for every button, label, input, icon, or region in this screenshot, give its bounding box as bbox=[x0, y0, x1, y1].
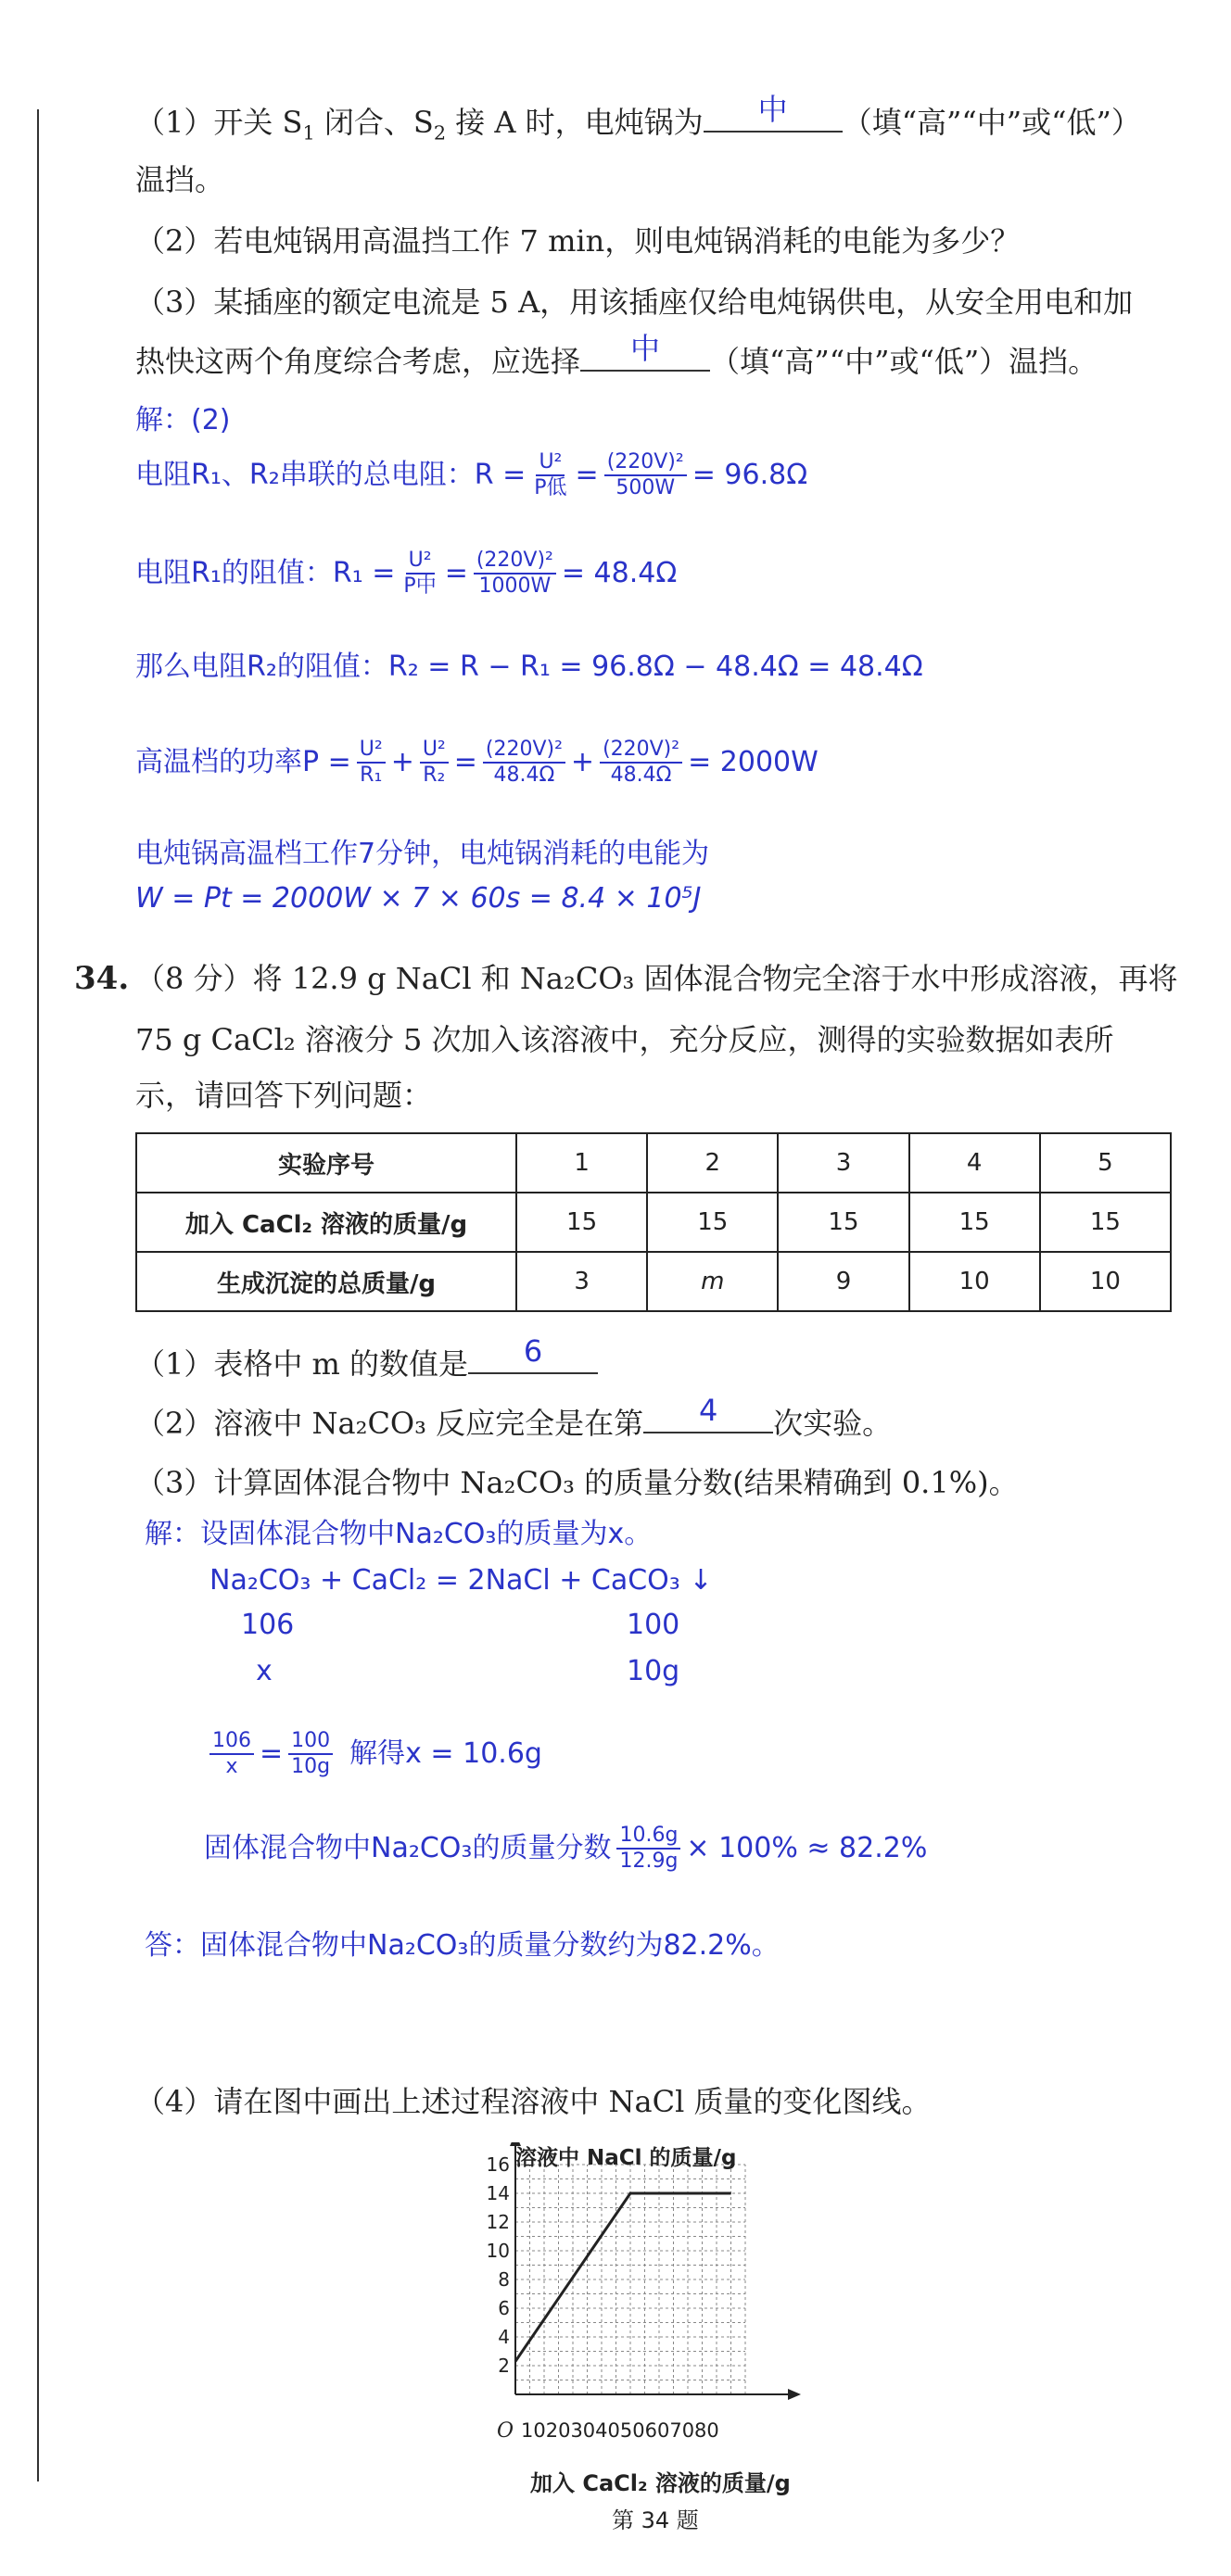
q34-line1: （8 分）将 12.9 g NaCl 和 Na₂CO₃ 固体混合物完全溶于水中形成溶液，再将 bbox=[135, 961, 1178, 996]
y-tick-label: 4 bbox=[498, 2326, 510, 2348]
q33-line5: 热快这两个角度综合考虑，应选择 中 （填“高”“中”或“低”）温挡。 bbox=[135, 331, 1098, 379]
data-table bbox=[135, 1132, 1172, 1312]
page-margin-line bbox=[37, 109, 39, 2481]
y-tick-label: 2 bbox=[498, 2355, 510, 2377]
x-axis-arrow bbox=[788, 2389, 801, 2400]
y-tick-label: 6 bbox=[498, 2297, 510, 2319]
q33-line2: 温挡。 bbox=[135, 162, 225, 197]
table-row: 实验序号 1 2 3 4 5 bbox=[136, 1133, 1171, 1193]
q34-line2: 75 g CaCl₂ 溶液分 5 次加入该溶液中，充分反应，测得的实验数据如表所 bbox=[135, 1022, 1114, 1057]
nacl-line bbox=[515, 2193, 731, 2361]
answer-blank-1: 中 bbox=[704, 95, 843, 133]
figure-caption: 第 34 题 bbox=[612, 2507, 699, 2533]
y-tick-label: 10 bbox=[486, 2240, 510, 2262]
q34-line3: 示，请回答下列问题： bbox=[135, 1078, 433, 1113]
q34-sub1: （1）表格中 m 的数值是 6 bbox=[135, 1345, 598, 1387]
chart-y-label: 溶液中 NaCl 的质量/g bbox=[515, 2146, 737, 2170]
q33-line4: （3）某插座的额定电流是 5 A，用该插座仅给电炖锅供电，从安全用电和加 bbox=[135, 284, 1134, 320]
q34-sub4: （4）请在图中画出上述过程溶液中 NaCl 质量的变化图线。 bbox=[135, 2084, 932, 2119]
q34-ratio-x: x bbox=[256, 1655, 273, 1687]
q33-step6: W = Pt = 2000W × 7 × 60s = 8.4 × 10⁵J bbox=[135, 882, 702, 915]
chart-axes bbox=[510, 2142, 801, 2400]
chart-x-label: 加入 CaCl₂ 溶液的质量/g bbox=[530, 2470, 791, 2496]
q34-sub2: （2）溶液中 Na₂CO₃ 反应完全是在第 4 次实验。 bbox=[135, 1393, 893, 1441]
q33-step4: 高温档的功率P = $\frac{\text{U²}}{\text{R₁}}$ + $\frac{\text{U²}}{\text{R₂}}$ = $\frac{\text{(220V)²}}{48.4\Omega}$ + $\frac{\text{(220V)²}}{48.4\Omega}$ = 2000W bbox=[135, 738, 819, 787]
q33-line3: （2）若电炖锅用高温挡工作 7 min，则电炖锅消耗的电能为多少？ bbox=[135, 223, 1021, 259]
nacl-mass-chart bbox=[473, 2142, 955, 2457]
q34-answer: 答：固体混合物中Na₂CO₃的质量分数约为82.2%。 bbox=[145, 1929, 780, 1962]
y-tick-label: 16 bbox=[486, 2153, 510, 2176]
q34-number: 34. bbox=[74, 960, 130, 997]
q34-ratio-10g: 10g bbox=[627, 1655, 680, 1687]
table-row: 生成沉淀的总质量/g 3 m 9 10 10 bbox=[136, 1252, 1171, 1311]
chart-x-tick-labels: 1020304050607080 bbox=[521, 2419, 719, 2442]
q34-ratio-100: 100 bbox=[627, 1609, 680, 1641]
q33-solution-head: 解：(2) bbox=[135, 404, 231, 436]
y-tick-label: 12 bbox=[486, 2211, 510, 2233]
chart-origin-label: O bbox=[497, 2419, 514, 2443]
q33-step2: 电阻R₁的阻值：R₁ = $\frac{\text{U²}}{\text{P中}}$ = $\frac{\text{(220V)²}}{1000W}$ = 48.4Ω bbox=[135, 549, 678, 598]
q34-ratio-106: 106 bbox=[241, 1609, 295, 1641]
q33-step3: 那么电阻R₂的阻值：R₂ = R − R₁ = 96.8Ω − 48.4Ω = 48.4Ω bbox=[135, 650, 923, 683]
q33-step5: 电炖锅高温档工作7分钟，电炖锅消耗的电能为 bbox=[135, 838, 710, 870]
answer-blank-n: 4 bbox=[643, 1396, 773, 1433]
y-tick-label: 8 bbox=[498, 2268, 510, 2291]
q33-line1: （1）开关 $S_1$ 闭合、$S_2$ 接 A 时，电炖锅为 中 （填“高”“中”或“低”） bbox=[135, 92, 1141, 145]
q34-equation: Na₂CO₃ + CaCl₂ = 2NaCl + CaCO₃ ↓ bbox=[209, 1564, 713, 1597]
q33-step1: 电阻R₁、R₂串联的总电阻：R = $\frac{\text{U²}}{\text{P低}}$ = $\frac{\text{(220V)²}}{500W}$ = 96.8Ω bbox=[135, 450, 808, 499]
chart-grid bbox=[515, 2165, 745, 2394]
chart-series bbox=[515, 2193, 731, 2361]
q34-proportion: $\frac{106}{x}$ = $\frac{100}{10g}$ 解得x = 10.6g bbox=[204, 1729, 542, 1779]
chart-ticks bbox=[487, 2153, 510, 2377]
q34-solution-line1: 解：设固体混合物中Na₂CO₃的质量为x。 bbox=[145, 1518, 653, 1550]
answer-blank-m: 6 bbox=[468, 1337, 598, 1374]
y-tick-label: 14 bbox=[486, 2182, 510, 2204]
table-row: 加入 CaCl₂ 溶液的质量/g 15 15 15 15 15 bbox=[136, 1193, 1171, 1252]
q34-sub3: （3）计算固体混合物中 Na₂CO₃ 的质量分数(结果精确到 0.1%)。 bbox=[135, 1465, 1019, 1500]
answer-blank-2: 中 bbox=[580, 335, 710, 372]
q34-fraction-result: 固体混合物中Na₂CO₃的质量分数 $\frac{10.6g}{12.9g}$ × 100% ≈ 82.2% bbox=[204, 1824, 928, 1873]
